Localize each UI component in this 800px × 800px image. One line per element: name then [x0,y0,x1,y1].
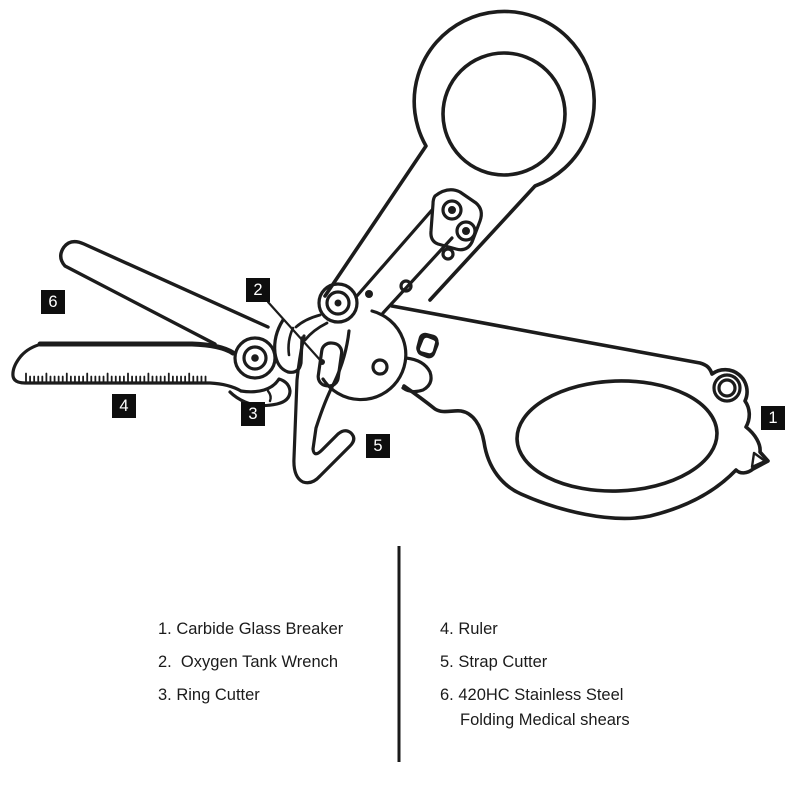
marker-3: 3 [241,402,265,426]
marker-2: 2 [246,278,270,302]
shaft-plate-edge-upper [356,210,432,297]
legend-line: 1. Carbide Glass Breaker [158,620,344,638]
marker-6: 6 [41,290,65,314]
legend-item [158,617,343,642]
pin-dot [365,290,373,298]
legend-item [158,683,343,708]
legend-item [158,650,343,675]
linkage-line [305,323,327,340]
ring-cutter-notch [268,391,271,401]
legend-column-right [440,617,630,741]
leader-dot-2 [319,359,325,365]
rivet-dot [464,229,469,234]
legend-column-left [158,617,343,716]
disc-hole [373,360,387,374]
shaft-plate-edge-lower [383,238,452,313]
ruler-blade-spine [40,344,233,353]
ruler-ticks [26,374,206,382]
legend-line: 2. Oxygen Tank Wrench [158,653,339,671]
legend-line: Folding Medical shears [460,711,630,729]
marker-1: 1 [761,406,785,430]
rivet-dot [450,208,455,213]
legend-line: 3. Ring Cutter [158,686,260,704]
legend-line: 5. Strap Cutter [440,653,548,671]
oxygen-wrench-notch-inner [289,328,294,355]
folded-blade [61,242,268,344]
cam-disc [323,311,406,400]
handle-hole [515,378,719,495]
legend-item [440,617,630,642]
legend-line: 4. Ruler [440,620,498,638]
linkage-line [296,315,320,327]
finger-ring-hole [443,53,565,175]
plate-hole [443,249,453,259]
blade-pivot-center [251,354,259,362]
handle-rivet-inner [719,380,735,396]
marker-4: 4 [112,394,136,418]
legend-line: 6. 420HC Stainless Steel [440,686,624,704]
legend-item [440,650,630,675]
legend-divider [398,546,401,762]
marker-5: 5 [366,434,390,458]
pivot-bolt-center [335,300,342,307]
legend-item [440,683,630,733]
ruler-blade-outline [13,344,241,391]
